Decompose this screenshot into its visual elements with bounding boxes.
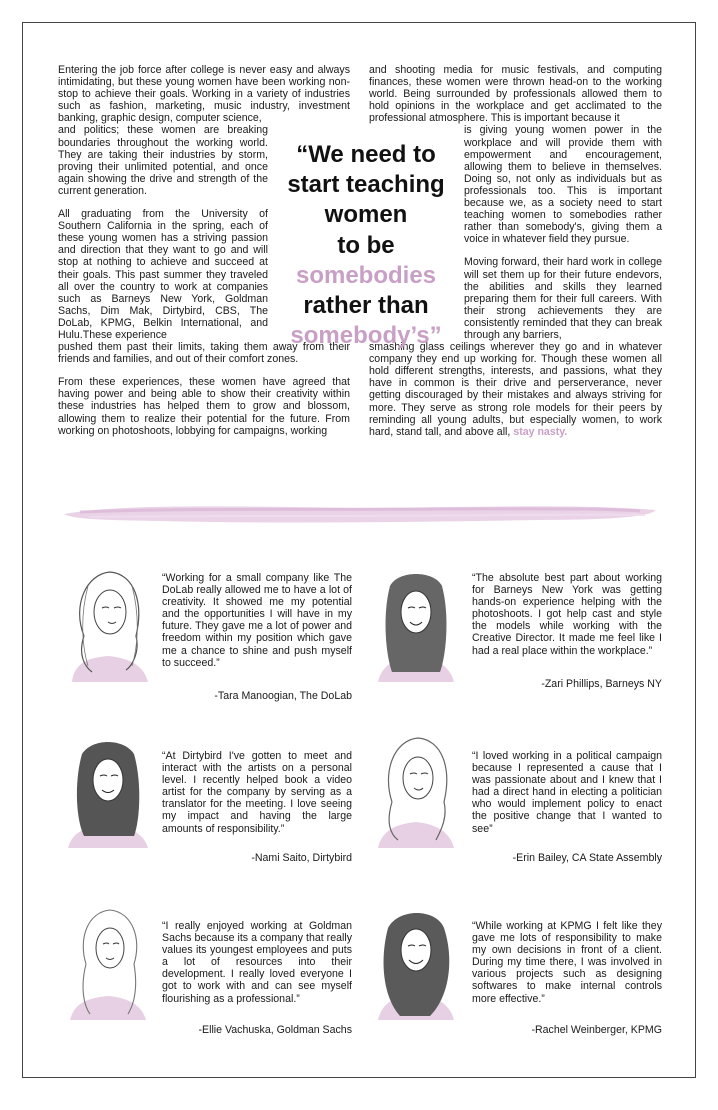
testimonial-attribution: -Ellie Vachuska, Goldman Sachs: [198, 1024, 352, 1036]
stay-nasty-highlight: stay nasty.: [513, 425, 568, 438]
testimonial-attribution: -Nami Saito, Dirtybird: [251, 852, 352, 864]
article-paragraph: All graduating from the University of Southern California in the spring, each of these young women has a striving passion and direction that they want to go and will stop at nothing to achieve and succeed at their goals. This past summer they traveled all over the country to work at companies such as Barneys New York, Goldman Sachs, Dim Mak, Dirtybird, CBS, The DoLab, KPMG, Belkin International, and Hulu.These experience: [58, 208, 268, 341]
article-paragraph: Moving forward, their hard work in college will set them up for their future endevors, the abilities and skills they learned preparing them for their full careers. With their strong achievements they are consistently reminded that they can break through any barriers,: [464, 256, 662, 341]
testimonial-quote: “At Dirtybird I've gotten to meet and interact with the artists on a personal level. I recently helped book a video artist for the company by serving as a translator for the meeting. I love seeing my impact and having the large amounts of responsibility.”: [162, 750, 352, 835]
testimonial-quote: “The absolute best part about working for Barneys New York was getting hands-on experience helping with the photoshoots. I got help cast and style the models while working with the Creative Director. It made me feel like I had a real place within the workplace.”: [472, 572, 662, 657]
portrait-illustration: [62, 566, 154, 684]
article-paragraph: is giving young women power in the workplace and will provide them with empowerment and encouragement, allowing them to believe in themselves. Doing so, not only as individuals but as professionals too. This is important because we, as a society need to start teaching women to somebodies rather rather than somebody's, giving them a voice in whatever field they pursue.: [464, 124, 662, 246]
pull-quote-line: start teaching: [287, 171, 445, 199]
article-paragraph: and politics; these women are breaking boundaries throughout the working world. They are taking their industries by storm, proving their unlimited potential, and once again showing the drive and strength of the current generation.: [58, 124, 268, 197]
testimonial-quote: “While working at KPMG I felt like they gave me lots of responsibility to make my own decisions in front of a client. During my time there, I was involved in various projects such as designing softwares to make internal controls more effective.”: [472, 920, 662, 1005]
article-closing-text: smashing glass ceilings wherever they go and in whatever company they end up working for. Though these women all hold different strengths, interests, and passions, what they have in common is their drive and perserverance, never getting discouraged by their mistakes and always striving for more. They serve as strong role models for their peers by reminding all young adults, but especially women, to work hard, stand tall, and above all,: [369, 341, 662, 438]
pull-quote-highlight: somebody’s”: [290, 322, 442, 350]
article-paragraph: and shooting media for music festivals, and computing finances, these women were thrown head-on to the working world. Being surrounded by professionals allowed them to hold opinions in the workplace and get acclimated to the professional atmosphere. This is important because it: [369, 64, 662, 125]
portrait-illustration: [62, 904, 154, 1022]
testimonial-attribution: -Tara Manoogian, The DoLab: [214, 690, 352, 702]
portrait-illustration: [62, 732, 154, 850]
pull-quote-line: women: [324, 201, 408, 229]
portrait-illustration: [370, 732, 462, 850]
testimonial-attribution: -Rachel Weinberger, KPMG: [531, 1024, 662, 1036]
testimonial-quote: “Working for a small company like The DoLab really allowed me to have a lot of creativity. It showed me my potential and the opportunities I will have in my future. They gave me a lot of power and freedom within my position which gave me a chance to shine and push myself to succeed.”: [162, 572, 352, 669]
testimonial-quote: “I loved working in a political campaign because I represented a cause that I was passionate about and I knew that I had a direct hand in electing a politician who would implement policy to enact the positive change that I wanted to see”: [472, 750, 662, 835]
article-paragraph: pushed them past their limits, taking them away from their friends and families, and out of their comfort zones.: [58, 341, 350, 366]
testimonial-attribution: -Zari Phillips, Barneys NY: [541, 678, 662, 690]
pull-quote-line: rather than: [303, 292, 429, 320]
portrait-illustration: [370, 566, 462, 684]
pull-quote: [276, 140, 456, 351]
testimonial-quote: “I really enjoyed working at Goldman Sachs because its a company that really values its youngest employees and puts a lot of resources into their development. I really loved everyone I got to work with and can see myself flourishing as a professional.”: [162, 920, 352, 1005]
pull-quote-line: to be: [337, 231, 395, 259]
article-paragraph: Entering the job force after college is never easy and always intimidating, but these young women have been working non-stop to achieve their goals. Working in a variety of industries such as fashion, marketing, music industry, investment banking, graphic design, computer science,: [58, 64, 350, 125]
brush-stroke-divider: [60, 498, 660, 528]
article-paragraph: [369, 341, 662, 438]
article-paragraph: From these experiences, these women have agreed that having power and being able to show their creativity within these industries has helped them to grow and blossom, allowing them to realize their potential for the future. From working on photoshoots, lobbying for campaigns, working: [58, 376, 350, 437]
pull-quote-highlight: somebodies: [295, 261, 437, 289]
pull-quote-line: “We need to: [296, 141, 436, 168]
testimonial-attribution: -Erin Bailey, CA State Assembly: [512, 852, 662, 864]
portrait-illustration: [370, 904, 462, 1022]
